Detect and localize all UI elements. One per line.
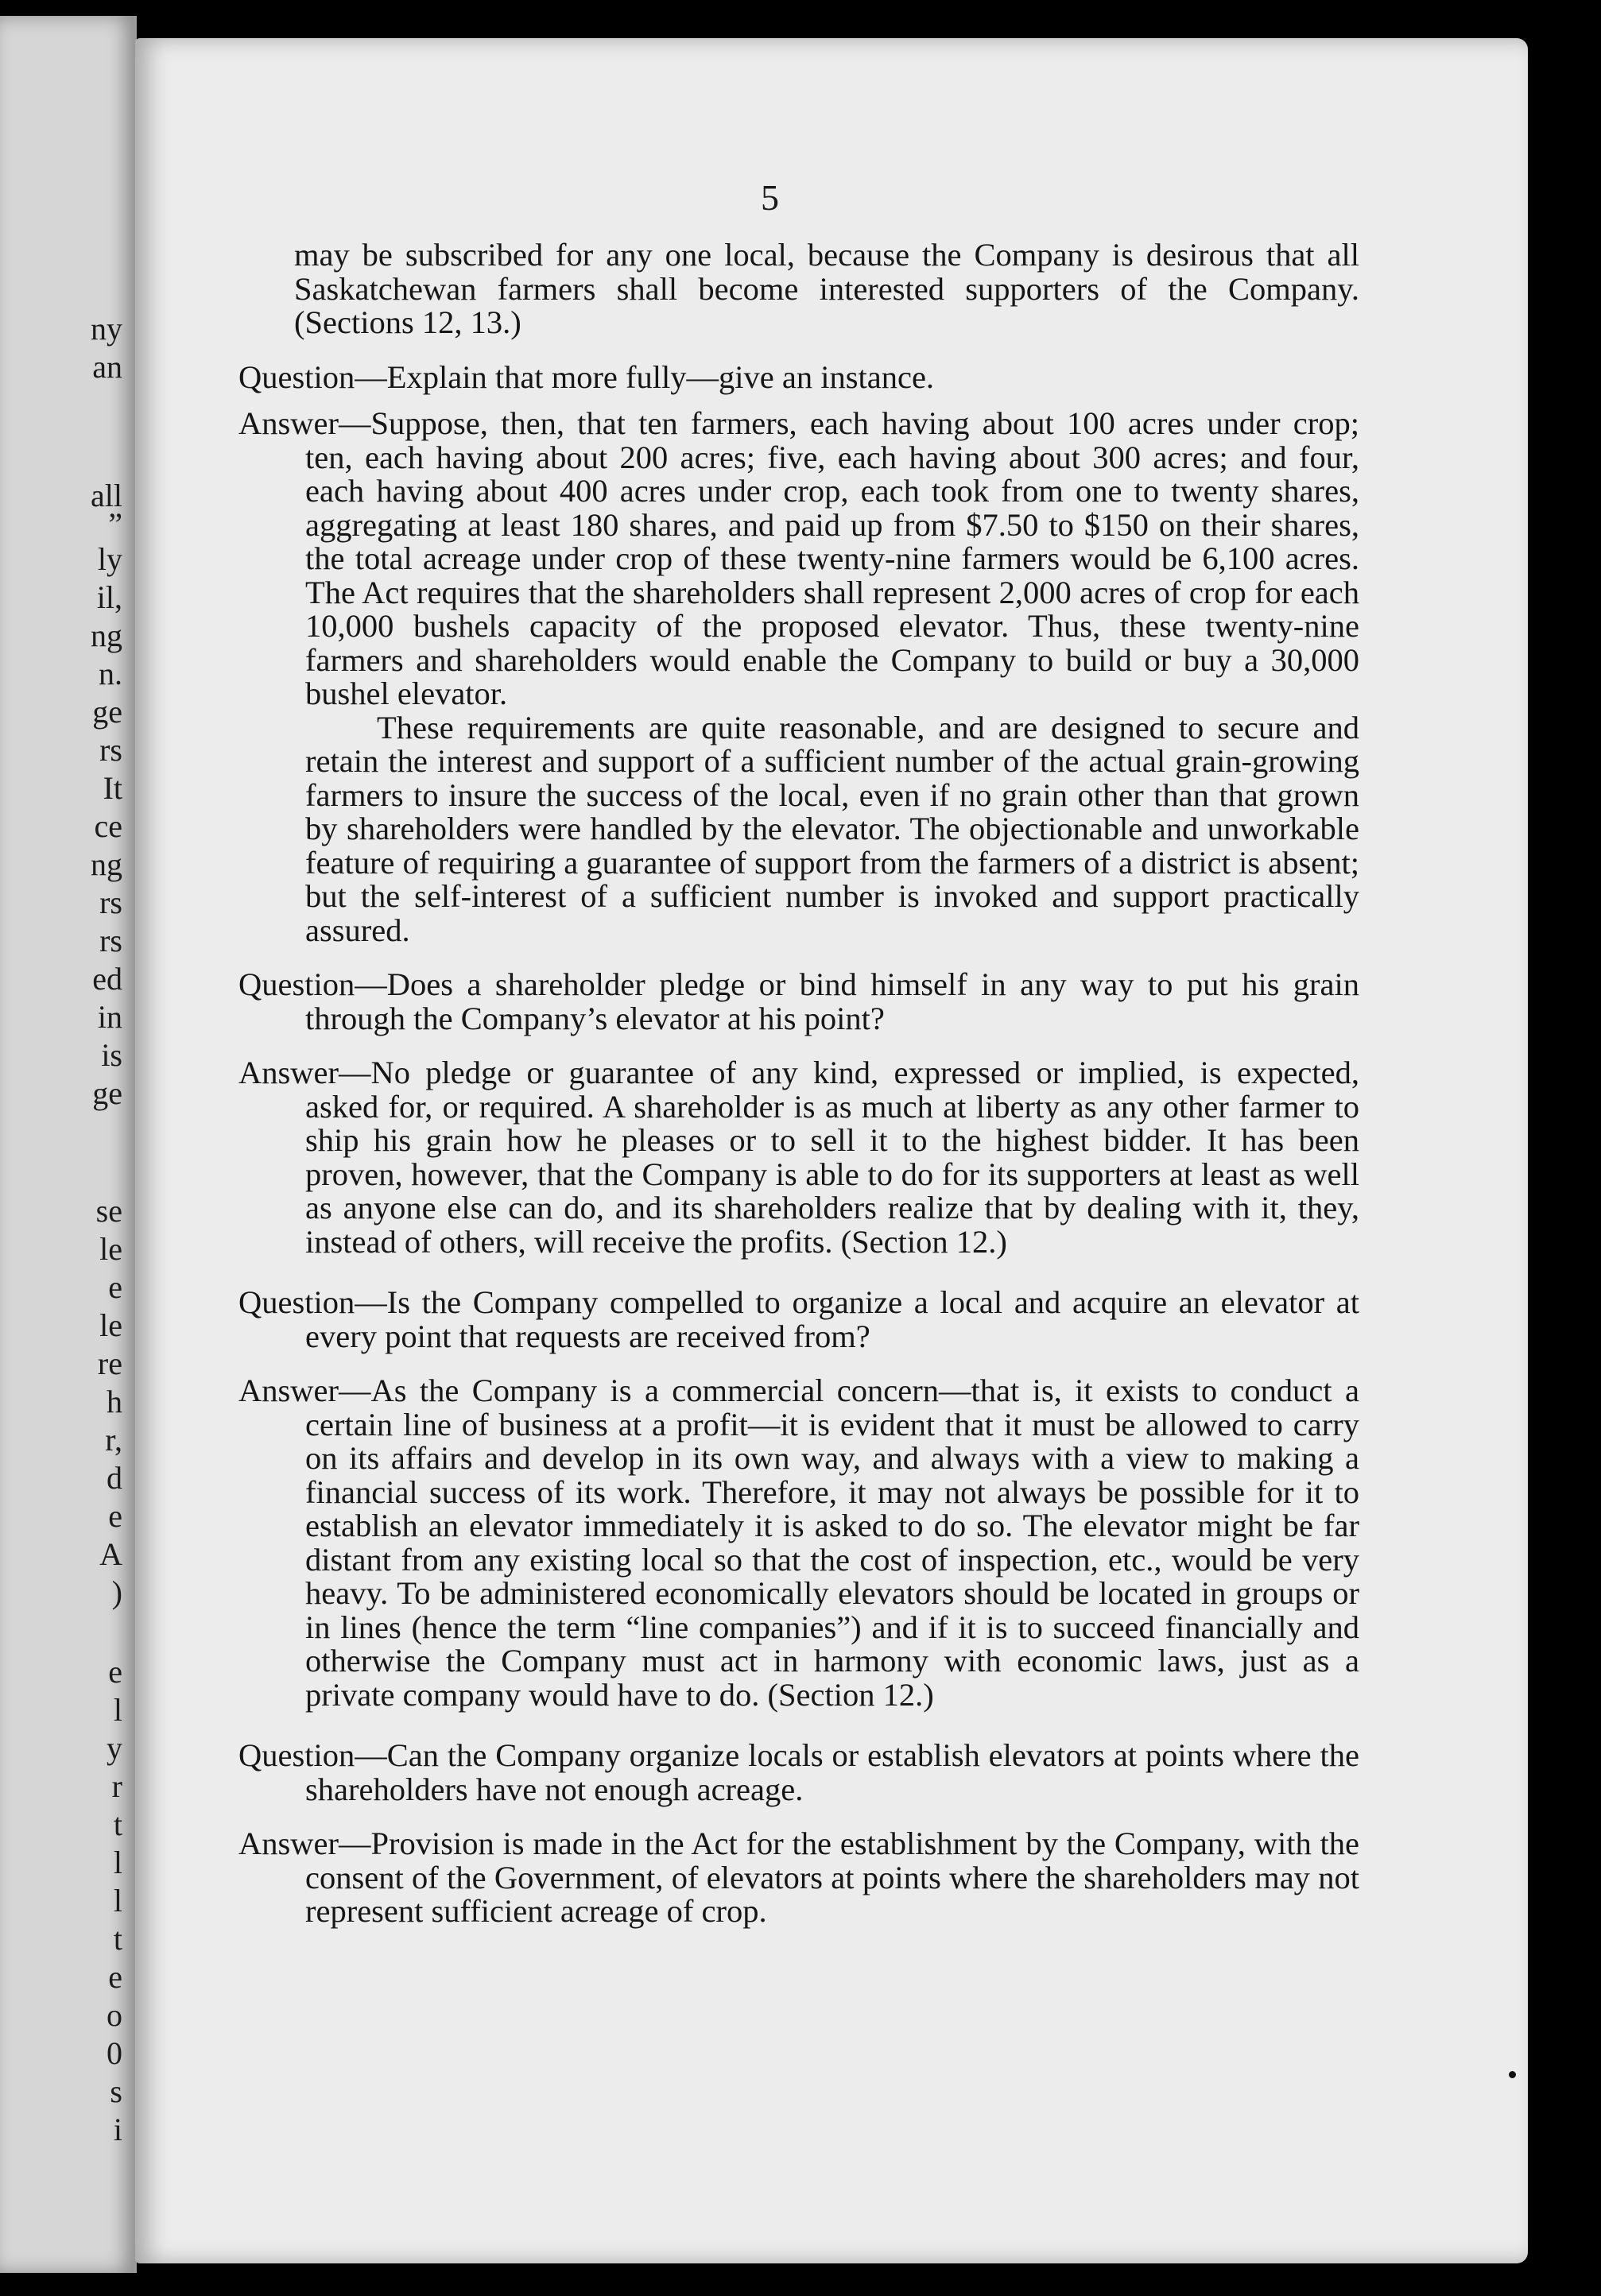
facing-page-fragment: ge bbox=[92, 1075, 122, 1111]
facing-page-fragment: o bbox=[107, 1997, 122, 2033]
facing-page-fragment: ng bbox=[91, 846, 122, 882]
facing-page-fragment: t bbox=[113, 1921, 122, 1957]
facing-page-fragment: il, bbox=[96, 579, 122, 615]
facing-page-fragment: i bbox=[113, 2112, 122, 2147]
question-paragraph: Question—Does a shareholder pledge or bind himself in any way to put his grain through the Company’s elevator at his point? bbox=[238, 966, 1359, 1036]
facing-page-fragment: l bbox=[113, 1883, 122, 1918]
facing-page-fragment: h bbox=[107, 1384, 122, 1419]
facing-page-fragment: an bbox=[92, 349, 122, 385]
facing-page-fragment: r bbox=[111, 1768, 122, 1804]
paragraph-continuation: may be subscribed for any one local, because the Company is desirous that all Saskatchewan farmers shall become interested supporters of the Company. (Sections 12, 13.) bbox=[294, 237, 1359, 340]
facing-page-fragment: l bbox=[113, 1845, 122, 1880]
facing-page-fragment: ” bbox=[108, 506, 122, 542]
facing-page-fragment: y bbox=[107, 1730, 122, 1766]
facing-page-fragment: e bbox=[108, 1498, 122, 1534]
facing-page-fragment: A bbox=[99, 1536, 122, 1572]
facing-page-fragment: s bbox=[110, 2073, 122, 2109]
facing-page-fragment: rs bbox=[99, 923, 122, 958]
facing-page-fragment: ny bbox=[91, 311, 122, 347]
facing-page-fragment: n. bbox=[99, 656, 122, 691]
facing-page-fragment: se bbox=[95, 1193, 122, 1229]
answer-paragraph: Answer—Suppose, then, that ten farmers, each having about 100 acres under crop; ten, each having about 200 acres; five, each having about 300 acres; and four, each having about 400 acres under crop, each took from one to twenty shares, aggregating at least 180 shares, and paid up from $7.50 to $150 on their shares, the total acreage under crop of these twenty-nine farmers would be 6,100 acres. The Act requires that the shareholders shall represent 2,000 acres of crop for each 10,000 bushels capacity of the proposed elevator. Thus, these twenty-nine farmers and shareholders would enable the Company to build or buy a 30,000 bushel elevator. bbox=[238, 405, 1359, 711]
facing-page-fragment: e bbox=[108, 1959, 122, 1995]
question-paragraph: Question—Is the Company compelled to organize a local and acquire an elevator at every point that requests are received from? bbox=[238, 1284, 1359, 1354]
answer-continuation-paragraph: These requirements are quite reasonable, and are designed to secure and retain the interest and support of a sufficient number of the actual grain-growing farmers to insure the success of the local, even if no grain other than that grown by shareholders were handled by the elevator. The objectionable and unworkable feature of requiring a guarantee of support from the farmers of a district is absent; but the self-interest of a sufficient number is invoked and support practically assured. bbox=[305, 709, 1359, 948]
question-paragraph: Question—Can the Company organize locals or establish elevators at points where the shareholders have not enough acreage. bbox=[238, 1737, 1359, 1807]
page-number: 5 bbox=[761, 177, 779, 218]
facing-page-fragment: d bbox=[107, 1460, 122, 1496]
answer-paragraph: Answer—Provision is made in the Act for the establishment by the Company, with the consent of the Government, of elevators at points where the shareholders may not represent sufficient acreage of crop. bbox=[238, 1826, 1359, 1929]
facing-page-fragment: e bbox=[108, 1654, 122, 1690]
facing-page-fragment: rs bbox=[99, 732, 122, 768]
facing-page-fragment: ce bbox=[94, 808, 122, 844]
question-paragraph: Question—Explain that more fully—give an instance. bbox=[238, 358, 935, 395]
answer-paragraph: Answer—As the Company is a commercial concern—that is, it exists to conduct a certain line of business at a profit—it is evident that it must be allowed to carry on its affairs and develop in its own way, and always with a view to making a financial success of its work. Therefore, it may not always be possible for it to establish an elevator immediately it is asked to do so. The elevator might be far distant from any existing local so that the cost of inspection, etc., would be very heavy. To be administered economically elevators should be located in groups or in lines (hence the term “line companies”) and if it is to succeed financially and otherwise the Company must act in harmony with economic laws, just as a private company would have to do. (Section 12.) bbox=[238, 1373, 1359, 1713]
facing-page-fragment: ng bbox=[91, 618, 122, 653]
facing-page-edge bbox=[0, 16, 137, 2273]
facing-page-fragment: in bbox=[97, 999, 122, 1035]
facing-page-fragment: le bbox=[99, 1307, 122, 1343]
answer-paragraph: Answer—No pledge or guarantee of any kind, expressed or implied, is expected, asked for, or required. A shareholder is as much at liberty as any other farmer to ship his grain how he pleases or to sell it to the highest bidder. It has been proven, however, that the Company is able to do for its supporters at least as well as anyone else can do, and its shareholders realize that by dealing with it, they, instead of others, will receive the profits. (Section 12.) bbox=[238, 1055, 1359, 1260]
facing-page-fragment: le bbox=[99, 1231, 122, 1267]
facing-page-fragment: rs bbox=[99, 885, 122, 920]
facing-page-fragment: is bbox=[101, 1037, 122, 1073]
body-text bbox=[238, 238, 1359, 1929]
facing-page-fragment: 0 bbox=[107, 2035, 122, 2071]
facing-page-fragment: ge bbox=[92, 694, 122, 730]
facing-page-fragment: ) bbox=[111, 1574, 122, 1610]
facing-page-fragment: all bbox=[91, 478, 122, 513]
ink-speck bbox=[1509, 2071, 1516, 2078]
facing-page-fragment: re bbox=[97, 1345, 122, 1381]
facing-page-fragment: It bbox=[103, 770, 122, 806]
facing-page-fragment: e bbox=[108, 1269, 122, 1305]
facing-page-fragment: ly bbox=[97, 541, 122, 577]
facing-page-fragment: l bbox=[113, 1692, 122, 1728]
facing-page-fragment: r, bbox=[105, 1422, 122, 1458]
facing-page-fragment: ed bbox=[92, 961, 122, 997]
facing-page-fragment: t bbox=[113, 1806, 122, 1842]
